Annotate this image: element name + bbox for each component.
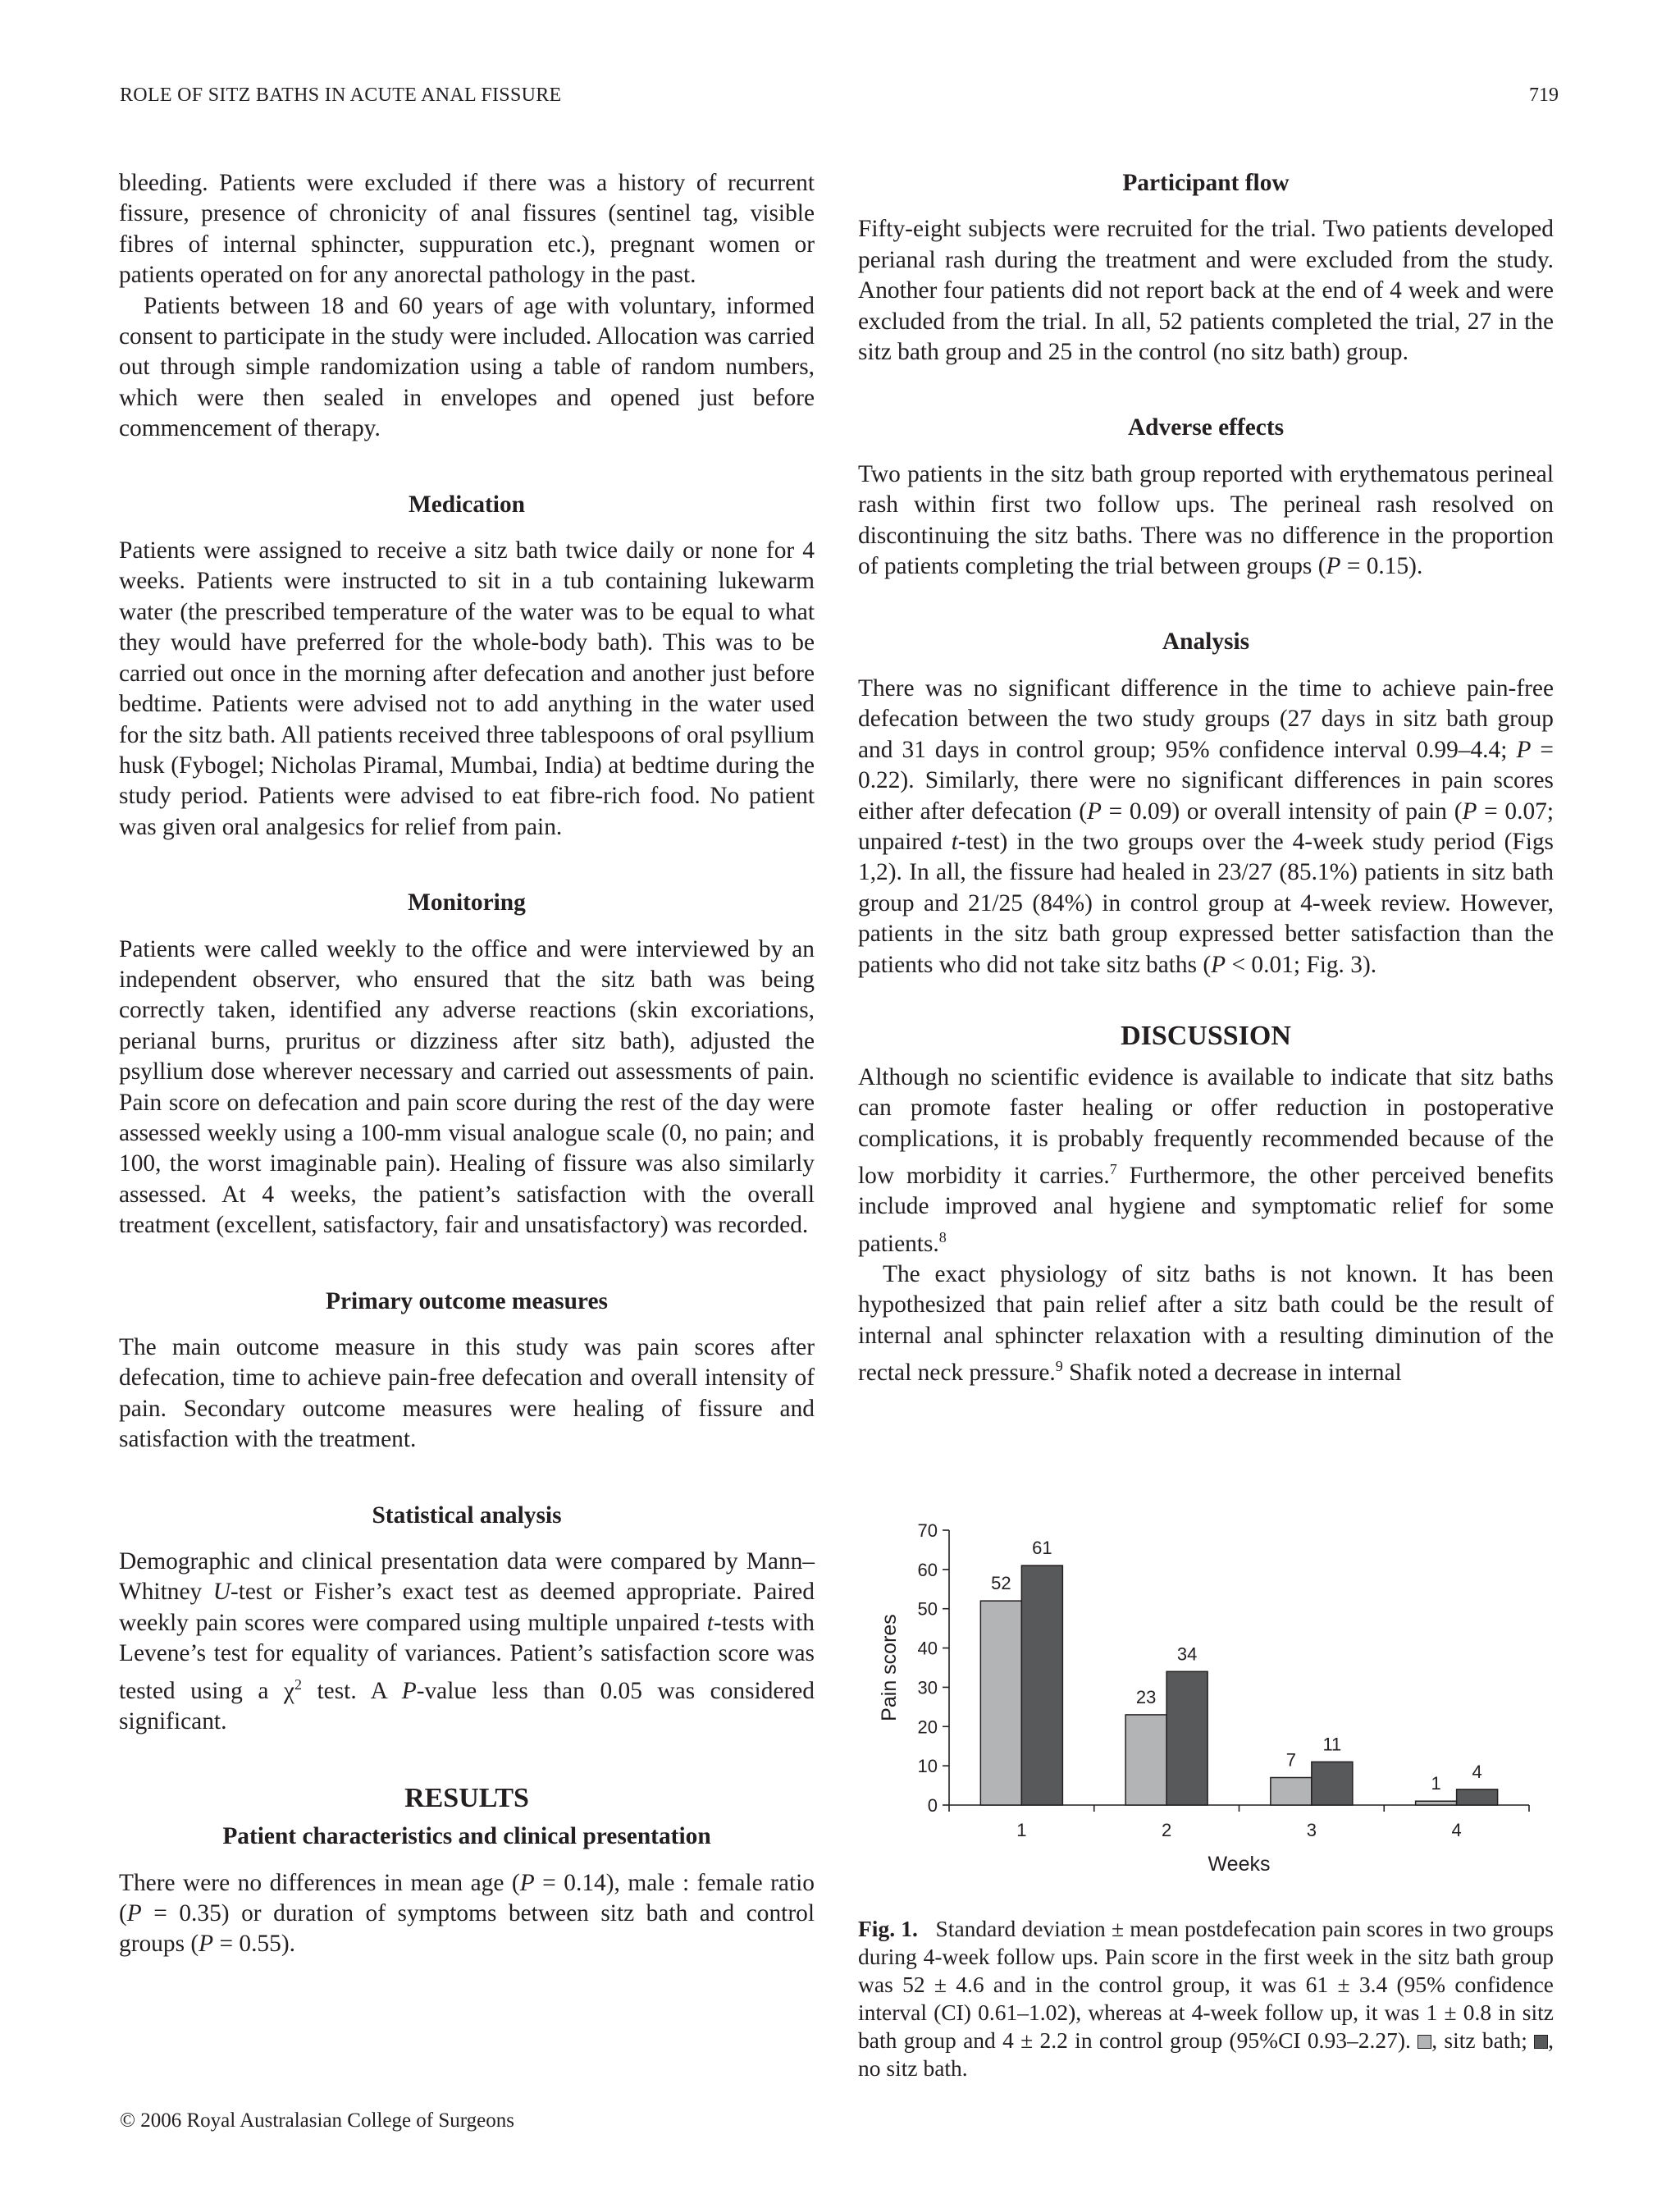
legend-swatch-no-sitz-bath (1534, 2035, 1548, 2049)
heading-results: RESULTS (404, 1783, 529, 1814)
paragraph-patient-characteristics: There were no differences in mean age (P = 0.14), male : female ratio (P = 0.35) or duration of symptoms between sitz bath and control groups (P = 0.55). (119, 1869, 815, 1958)
paragraph-monitoring: Patients were called weekly to the office and were interviewed by an independent observer, who ensured that the sitz bath was being correctly taken, identified any adverse reactions (skin excoriations, perianal burns, pruritus or dizziness after sitz bath), adjusted the psyllium dose wherever necessary and carried out assessments of pain. Pain score on defecation and pain score during the rest of the day were assessed weekly using a 100-mm visual analogue scale (0, no pain; and 100, the worst imaginable pain). Healing of fissure was also similarly assessed. At 4 weeks, the patient’s satisfaction with the overall treatment (excellent, satisfactory, fair and unsatisfactory) was recorded. (119, 935, 815, 1239)
caption-label: Fig. 1. (858, 1916, 918, 1941)
y-tick-label: 40 (917, 1638, 938, 1659)
data-label: 61 (1032, 1538, 1052, 1559)
paragraph-discussion-2: The exact physiology of sitz baths is not known. It has been hypothesized that pain relief after a sitz bath could be the result of internal anal sphincter relaxation with a resulting diminution of the rectal neck pressure.$^9$ Shafik noted a decrease in internal (858, 1260, 1554, 1386)
bar-sitz-bath (1271, 1778, 1312, 1806)
data-label: 52 (991, 1573, 1011, 1594)
x-tick-label: 1 (1016, 1820, 1027, 1840)
bar-sitz-bath (1416, 1801, 1457, 1805)
bar-sitz-bath (980, 1601, 1021, 1805)
heading-statistical-analysis: Statistical analysis (372, 1501, 562, 1529)
data-label: 4 (1472, 1761, 1482, 1782)
figure-1-chart (858, 1522, 1554, 1883)
paragraph-exclusion: bleeding. Patients were excluded if there was a history of recurrent fissure, presence of chronicity of anal fissures (sentinel tag, visible fibres of internal sphincter, suppuration etc.), pregnant women or patients operated on for any anorectal pathology in the past. (119, 170, 815, 289)
bar-no-sitz-bath (1021, 1565, 1062, 1805)
y-tick-label: 20 (917, 1716, 938, 1738)
data-label: 11 (1322, 1734, 1342, 1755)
y-tick-label: 10 (917, 1756, 938, 1777)
page-number: 719 (1529, 85, 1559, 106)
y-tick-label: 70 (917, 1522, 938, 1541)
heading-primary-outcome: Primary outcome measures (326, 1287, 608, 1314)
legend-label-no-sitz-bath: , no sitz bath. (858, 2027, 1554, 2081)
bar-sitz-bath (1125, 1715, 1166, 1805)
data-label: 23 (1135, 1686, 1157, 1707)
paragraph-medication: Patients were assigned to receive a sitz bath twice daily or none for 4 weeks. Patients were instructed to sit in a tub containing lukewarm water (the prescribed temperature of the water was to be equal to what they would have preferred for the whole-body bath). This was to be carried out once in the morning after defecation and another just before bedtime. Patients were advised not to add anything in the water used for the sitz bath. All patients received three tablespoons of oral psyllium husk (Fybogel; Nicholas Piramal, Mumbai, India) at bedtime during the study period. Patients were advised to eat fibre-rich food. No patient was given oral analgesics for relief from pain. (119, 537, 815, 840)
paragraph-participant-flow: Fifty-eight subjects were recruited for the trial. Two patients developed perianal rash during the treatment and were excluded from the study. Another four patients did not report back at the end of 4 week and were excluded from the trial. In all, 52 patients completed the trial, 27 in the sitz bath group and 25 in the control (no sitz bath) group. (858, 216, 1554, 366)
bar-no-sitz-bath (1166, 1671, 1208, 1805)
caption-text: Standard deviation ± mean postdefecation pain scores in two groups during 4-week follow ups. Pain score in the first week in the sitz bath group was 52 ± 4.6 and in the control group, it was 61 ± 3.4 (95% confidence interval (CI) 0.61–1.02), whereas at 4-week follow up, it was 1 ± 0.8 in sitz bath group and 4 ± 2.2 in control group (95%CI 0.93–2.27). (858, 1916, 1554, 2053)
heading-medication: Medication (408, 491, 526, 518)
paragraph-primary-outcome: The main outcome measure in this study was pain scores after defecation, time to achieve pain-free defecation and overall intensity of pain. Secondary outcome measures were healing of fissure and satisfaction with the treatment. (119, 1334, 815, 1453)
x-axis-title: Weeks (1208, 1853, 1271, 1876)
heading-adverse-effects: Adverse effects (1127, 414, 1285, 441)
x-tick-label: 2 (1162, 1820, 1172, 1840)
heading-participant-flow: Participant flow (1122, 170, 1290, 196)
paragraph-discussion-1: Although no scientific evidence is available to indicate that sitz baths can promote faster healing or offer reduction in postoperative complications, it is probably frequently recommended because of the low morbidity it carries.$^7$ Furthermore, the other perceived benefits include improved anal hygiene and symptomatic relief for some patients.$^8$ (858, 1063, 1554, 1257)
legend-swatch-sitz-bath (1418, 2035, 1431, 2049)
y-tick-label: 0 (927, 1795, 938, 1816)
paragraph-adverse-effects: Two patients in the sitz bath group reported with erythematous perineal rash within first two follow ups. The perineal rash resolved on discontinuing the sitz baths. There was no difference in the proportion of patients completing the trial between groups (P = 0.15). (858, 460, 1554, 580)
bar-no-sitz-bath (1457, 1789, 1498, 1805)
figure-1-caption (858, 1915, 1554, 2082)
x-tick-label: 4 (1451, 1820, 1462, 1840)
y-tick-label: 50 (917, 1598, 938, 1620)
y-tick-label: 30 (917, 1677, 938, 1698)
running-title: ROLE OF SITZ BATHS IN ACUTE ANAL FISSURE (120, 85, 562, 106)
left-column (119, 168, 815, 1960)
y-axis-title: Pain scores (878, 1614, 901, 1721)
heading-monitoring: Monitoring (408, 889, 526, 916)
paragraph-statistical-analysis: Demographic and clinical presentation data were compared by Mann–Whitney U-test or Fisher’s exact test as deemed appropriate. Paired weekly pain scores were compared using multiple unpaired t-tests with Levene’s test for equality of variances. Patient’s satisfaction score was tested using a $\chi^2$ test. A P-value less than 0.05 was considered significant. (119, 1548, 815, 1735)
paragraph-analysis: There was no significant difference in the time to achieve pain-free defecation between the two study groups (27 days in sitz bath group and 31 days in control group; 95% confidence interval 0.99–4.4; P = 0.22). Similarly, there were no significant differences in pain scores either after defecation (P = 0.09) or overall intensity of pain (P = 0.07; unpaired t-test) in the two groups over the 4-week study period (Figs 1,2). In all, the fissure had healed in 23/27 (85.1%) patients in sitz bath group and 21/25 (84%) in control group at 4-week review. However, patients in the sitz bath group expressed better satisfaction than the patients who did not take sitz baths (P < 0.01; Fig. 3). (858, 674, 1554, 978)
heading-discussion: DISCUSSION (1121, 1020, 1291, 1051)
data-label: 1 (1431, 1773, 1441, 1794)
bar-no-sitz-bath (1312, 1762, 1353, 1805)
paragraph-inclusion: Patients between 18 and 60 years of age with voluntary, informed consent to participate in the study were included. Allocation was carried out through simple randomization using a table of random numbers, which were then sealed in envelopes and opened just before commencement of therapy. (119, 292, 815, 442)
legend-label-sitz-bath: , sitz bath; (1431, 2027, 1527, 2053)
data-label: 7 (1285, 1749, 1296, 1771)
heading-patient-characteristics: Patient characteristics and clinical presentation (222, 1823, 711, 1850)
bar-chart (858, 1522, 1554, 1883)
data-label: 34 (1176, 1643, 1198, 1665)
heading-analysis: Analysis (1162, 628, 1250, 656)
x-tick-label: 3 (1306, 1820, 1317, 1840)
y-tick-label: 60 (917, 1559, 938, 1580)
right-column (858, 168, 1554, 1388)
copyright-footer: © 2006 Royal Australasian College of Surgeons (120, 2109, 514, 2132)
